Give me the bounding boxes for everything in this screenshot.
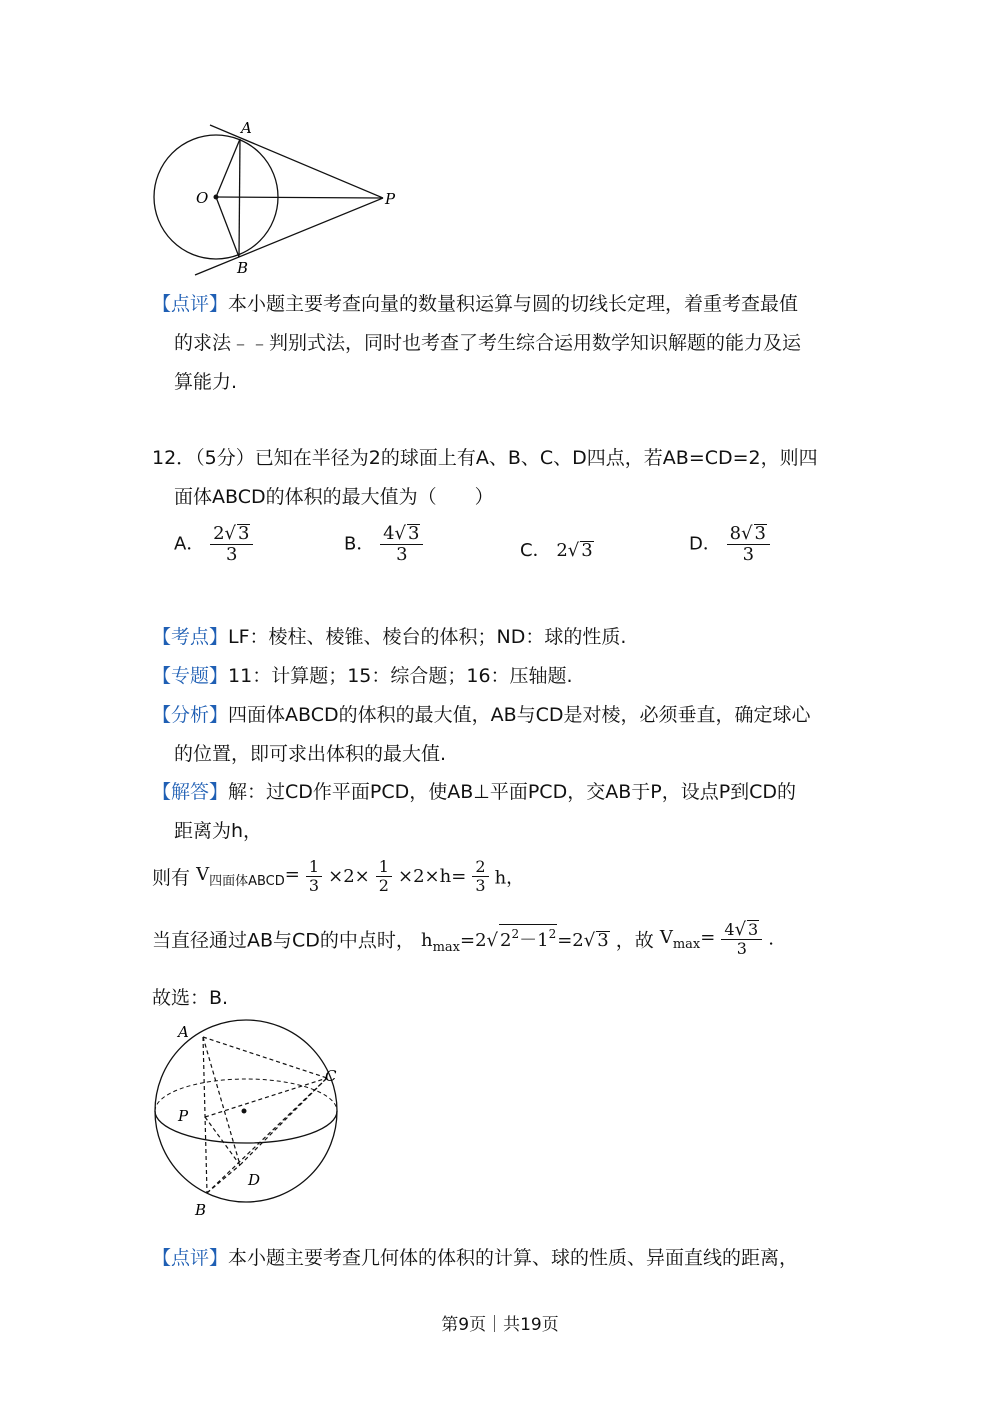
- jieda-line1: 【解答】解：过CD作平面PCD，使AB⊥平面PCD，交AB于P，设点P到CD的: [152, 781, 797, 803]
- tangent-circle-figure: [140, 115, 420, 285]
- option-c: C． 2√ 3: [520, 540, 593, 561]
- fenxi-line2: 的位置，即可求出体积的最大值.: [174, 743, 447, 765]
- review1-line2: 的求法﹣﹣判别式法，同时也考查了考生综合运用数学知识解题的能力及运: [174, 332, 802, 354]
- jieda-line2: 距离为h，: [174, 820, 263, 842]
- sphere-tetrahedron-figure: [140, 1015, 360, 1225]
- kaodian-line: 【考点】LF：棱柱、棱锥、棱台的体积；ND：球的性质.: [152, 626, 627, 648]
- hmax-formula: 当直径通过AB与CD的中点时， $h_{max}=2√$ $2^2-1^2=2√$ 3 ，故 $V_{max}=$ $\frac{4√ 3}{3}$ .: [152, 919, 775, 958]
- label-d: D: [248, 1171, 261, 1189]
- label-p: P: [178, 1107, 189, 1125]
- review-tag: 【点评】: [152, 293, 229, 315]
- question12-line1: 12．（5分）已知在半径为2的球面上有A、B、C、D四点，若AB=CD=2，则四: [152, 447, 818, 469]
- fenxi-line1: 【分析】四面体ABCD的体积的最大值，AB与CD是对棱，必须垂直，确定球心: [152, 704, 811, 726]
- zhuanti-line: 【专题】11：计算题；15：综合题；16：压轴题.: [152, 665, 573, 687]
- volume-formula: 则有 $V_{四面体ABCD}=$ $\frac{1}{3}$ ×2× $\frac{1}{2}$ ×2×h= $\frac{2}{3}$ h，: [152, 857, 525, 895]
- label-c: C: [325, 1067, 337, 1085]
- label-p: P: [385, 190, 396, 208]
- label-o: O: [196, 189, 209, 207]
- review1-line1: 【点评】本小题主要考查向量的数量积运算与圆的切线长定理，着重考查最值: [152, 293, 799, 315]
- option-b: B． $\frac{4√ 3}{3}$: [344, 524, 423, 565]
- label-b: B: [237, 259, 249, 277]
- review1-line3: 算能力.: [174, 371, 238, 393]
- label-a: A: [241, 119, 252, 137]
- label-b: B: [195, 1201, 207, 1219]
- question12-line2: 面体ABCD的体积的最大值为（ ）: [174, 486, 494, 508]
- page-footer: 第9页｜共19页: [441, 1315, 559, 1335]
- answer-line: 故选：B.: [152, 987, 229, 1009]
- option-d: D． $\frac{8√ 3}{3}$: [689, 524, 770, 565]
- review2-line: 【点评】本小题主要考查几何体的体积的计算、球的性质、异面直线的距离，: [152, 1247, 799, 1269]
- label-a: A: [178, 1023, 189, 1041]
- option-a: A． $\frac{2√ 3}{3}$: [174, 524, 253, 565]
